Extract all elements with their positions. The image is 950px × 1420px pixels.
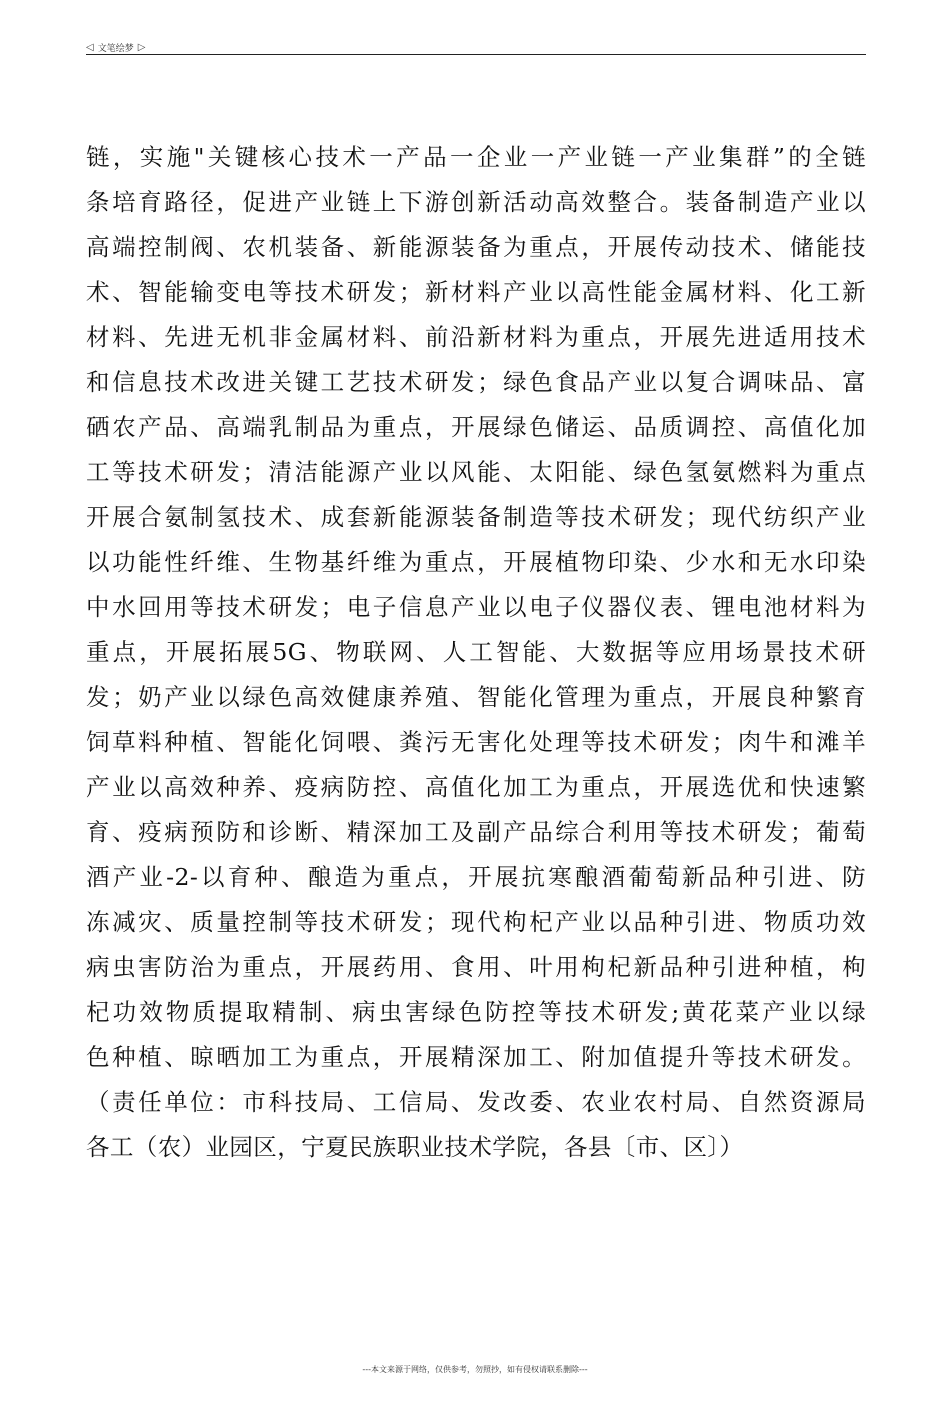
- body-line: 发；奶产业以绿色高效健康养殖、智能化管理为重点，开展良种繁育: [86, 683, 866, 711]
- right-arrow-icon: ▷: [137, 41, 146, 53]
- page-footer-note: ---本文来源于网络，仅供参考，勿照抄，如有侵权请联系删除---: [362, 1365, 588, 1374]
- body-line: 产业以高效种养、疫病防控、高值化加工为重点，开展选优和快速繁: [86, 773, 866, 801]
- body-line: 材料、先进无机非金属材料、前沿新材料为重点，开展先进适用技术: [86, 323, 866, 351]
- body-line: 育、疫病预防和诊断、精深加工及副产品综合利用等技术研发；葡萄: [86, 818, 866, 846]
- document-body: [86, 135, 866, 1170]
- body-line: 开展合氨制氢技术、成套新能源装备制造等技术研发；现代纺织产业: [86, 503, 866, 531]
- body-line: 酒产业-2-以育种、酿造为重点，开展抗寒酿酒葡萄新品种引进、防: [86, 863, 866, 891]
- body-line: 以功能性纤维、生物基纤维为重点，开展植物印染、少水和无水印染: [86, 548, 866, 576]
- body-line: （责任单位：市科技局、工信局、发改委、农业农村局、自然资源局: [86, 1088, 866, 1116]
- body-line: 术、智能输变电等技术研发；新材料产业以高性能金属材料、化工新: [86, 278, 866, 306]
- header-title: 文笔绘梦: [97, 43, 134, 54]
- body-line: 高端控制阀、农机装备、新能源装备为重点，开展传动技术、储能技: [86, 233, 866, 261]
- header-divider: [86, 54, 866, 55]
- body-line: 链，实施"关键核心技术一产品一企业一产业链一产业集群”的全链: [86, 143, 866, 171]
- body-line: 各工（农）业园区，宁夏民族职业技术学院，各县〔市、区〕）: [86, 1133, 744, 1161]
- left-arrow-icon: ◁: [86, 41, 94, 53]
- body-line: 色种植、晾晒加工为重点，开展精深加工、附加值提升等技术研发。: [86, 1043, 866, 1071]
- body-line: 冻减灾、质量控制等技术研发；现代枸杞产业以品种引进、物质功效: [86, 908, 866, 936]
- body-line: 中水回用等技术研发；电子信息产业以电子仪器仪表、锂电池材料为: [86, 593, 866, 621]
- body-line: 病虫害防治为重点，开展药用、食用、叶用枸杞新品种引进种植，枸: [86, 953, 866, 981]
- body-line: 条培育路径，促进产业链上下游创新活动高效整合。装备制造产业以: [86, 188, 866, 216]
- body-line: 杞功效物质提取精制、病虫害绿色防控等技术研发;黄花菜产业以绿: [86, 998, 866, 1026]
- body-line: 和信息技术改进关键工艺技术研发；绿色食品产业以复合调味品、富: [86, 368, 866, 396]
- body-line: 饲草料种植、智能化饲喂、粪污无害化处理等技术研发；肉牛和滩羊: [86, 728, 866, 756]
- body-line: 工等技术研发；清洁能源产业以风能、太阳能、绿色氢氨燃料为重点: [86, 458, 866, 486]
- body-line: 硒农产品、高端乳制品为重点，开展绿色储运、品质调控、高值化加: [86, 413, 866, 441]
- body-line: 重点，开展拓展5G、物联网、人工智能、大数据等应用场景技术研: [86, 638, 866, 666]
